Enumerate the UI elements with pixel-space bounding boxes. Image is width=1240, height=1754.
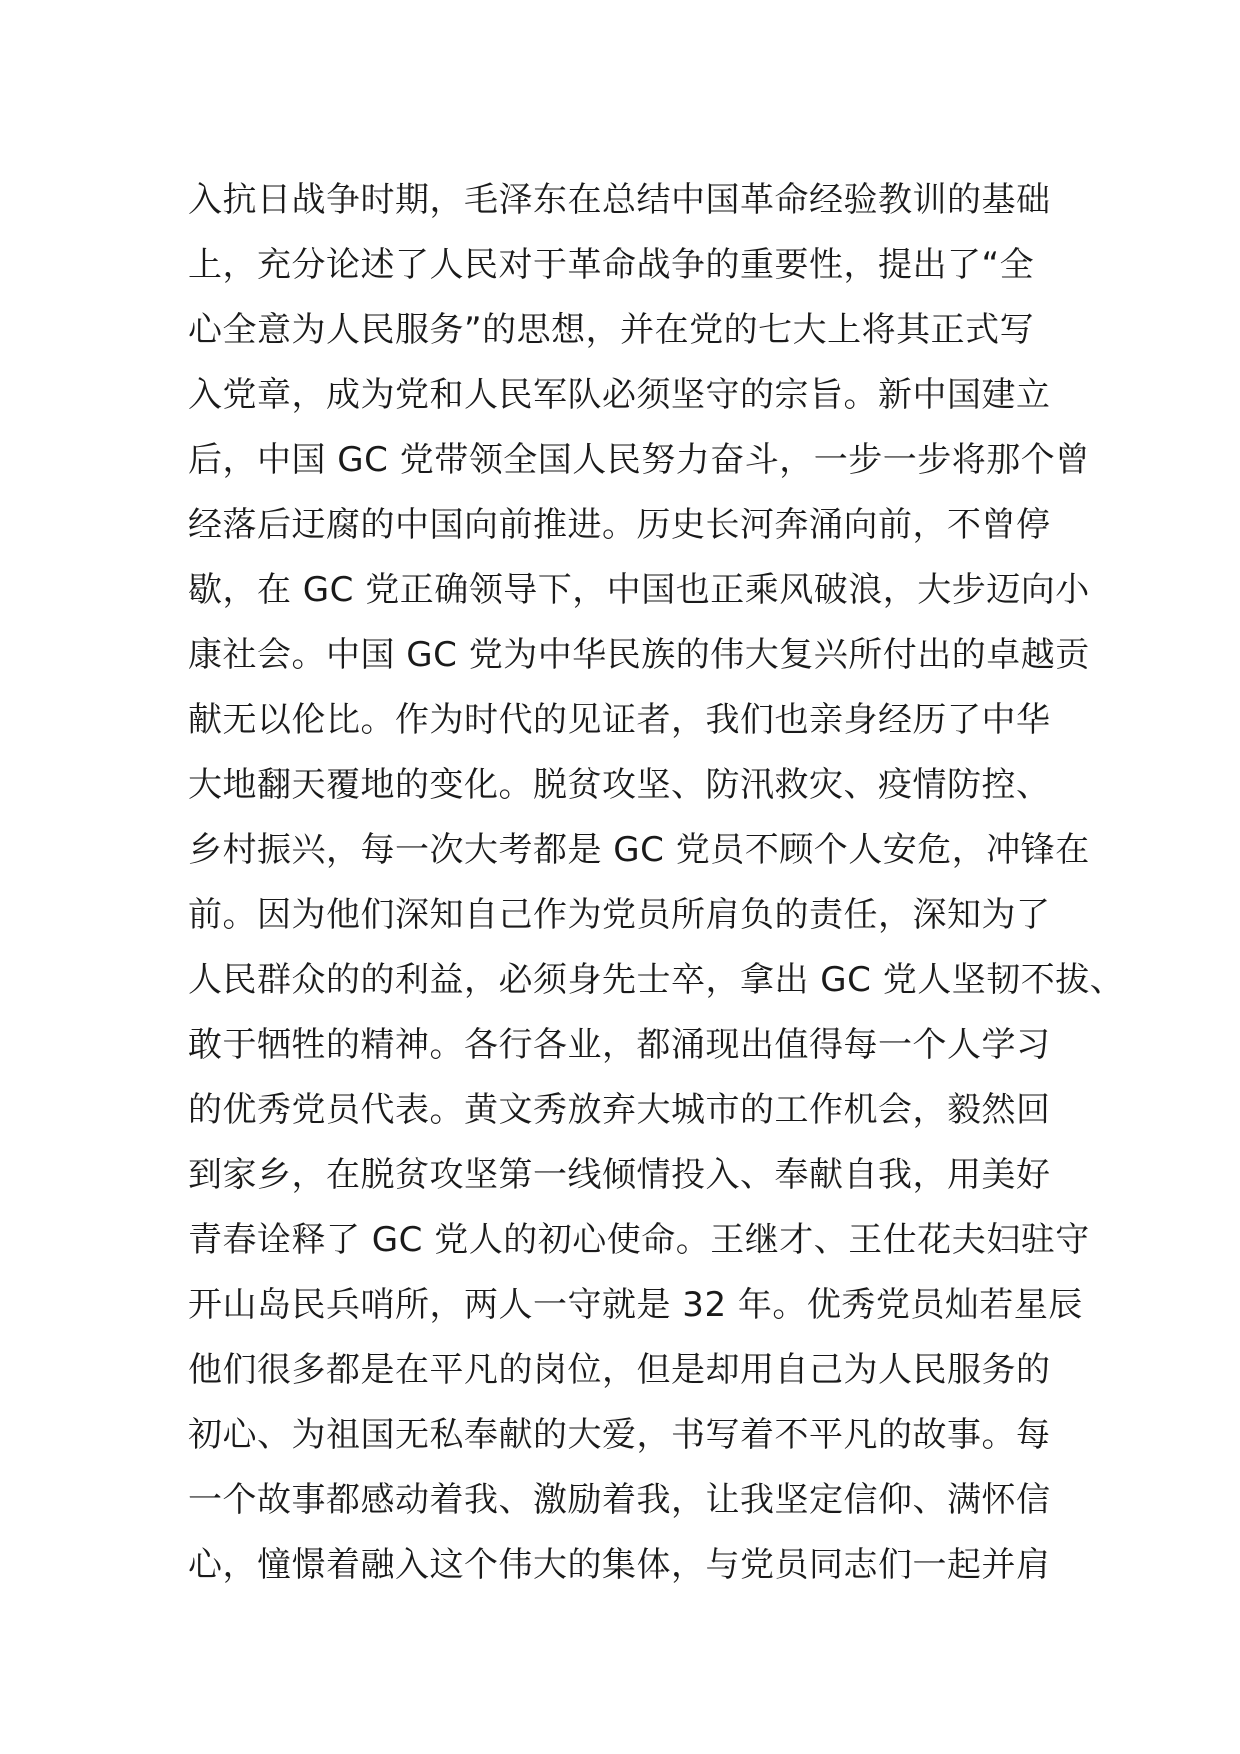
text-line: 歇，在 GC 党正确领导下，中国也正乘风破浪，大步迈向小 bbox=[188, 570, 1090, 610]
text-line: 他们很多都是在平凡的岗位，但是却用自己为人民服务的 bbox=[188, 1350, 1051, 1390]
text-line: 大地翻天覆地的变化。脱贫攻坚、防汛救灾、疫情防控、 bbox=[188, 765, 1051, 805]
text-line: 一个故事都感动着我、激励着我，让我坚定信仰、满怀信 bbox=[188, 1480, 1051, 1520]
text-line: 乡村振兴，每一次大考都是 GC 党员不顾个人安危，冲锋在 bbox=[188, 830, 1090, 870]
text-line: 到家乡，在脱贫攻坚第一线倾情投入、奉献自我，用美好 bbox=[188, 1155, 1051, 1195]
text-line: 开山岛民兵哨所，两人一守就是 32 年。优秀党员灿若星辰 bbox=[188, 1285, 1083, 1325]
text-line: 入党章，成为党和人民军队必须坚守的宗旨。新中国建立 bbox=[188, 375, 1051, 415]
text-line: 献无以伦比。作为时代的见证者，我们也亲身经历了中华 bbox=[188, 700, 1051, 740]
text-line: 经落后迂腐的中国向前推进。历史长河奔涌向前，不曾停 bbox=[188, 505, 1051, 545]
text-line: 前。因为他们深知自己作为党员所肩负的责任，深知为了 bbox=[188, 895, 1051, 935]
text-line: 初心、为祖国无私奉献的大爱，书写着不平凡的故事。每 bbox=[188, 1415, 1051, 1455]
text-line: 后，中国 GC 党带领全国人民努力奋斗，一步一步将那个曾 bbox=[188, 440, 1090, 480]
text-line: 人民群众的的利益，必须身先士卒，拿出 GC 党人坚韧不拔、 bbox=[188, 960, 1125, 1000]
text-line: 的优秀党员代表。黄文秀放弃大城市的工作机会，毅然回 bbox=[188, 1090, 1051, 1130]
text-line: 康社会。中国 GC 党为中华民族的伟大复兴所付出的卓越贡 bbox=[188, 635, 1090, 675]
body-paragraph bbox=[188, 168, 1125, 1598]
text-line: 心全意为人民服务”的思想，并在党的七大上将其正式写 bbox=[188, 310, 1035, 350]
text-line: 心，憧憬着融入这个伟大的集体，与党员同志们一起并肩 bbox=[188, 1545, 1051, 1585]
text-line: 敢于牺牲的精神。各行各业，都涌现出值得每一个人学习 bbox=[188, 1025, 1051, 1065]
text-line: 青春诠释了 GC 党人的初心使命。王继才、王仕花夫妇驻守 bbox=[188, 1220, 1090, 1260]
text-line: 上，充分论述了人民对于革命战争的重要性，提出了“全 bbox=[188, 245, 1035, 285]
text-line: 入抗日战争时期，毛泽东在总结中国革命经验教训的基础 bbox=[188, 180, 1051, 220]
